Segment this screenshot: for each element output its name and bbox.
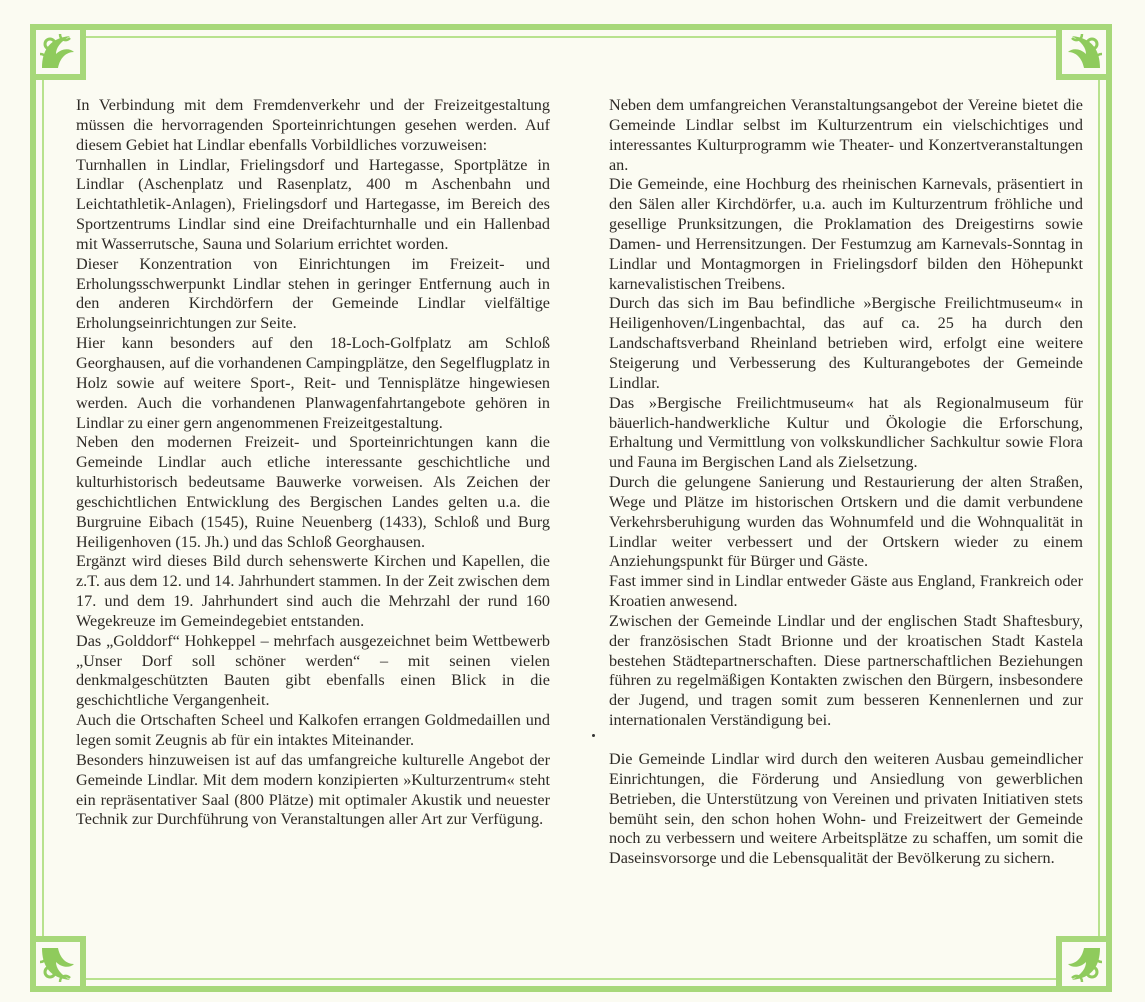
closing-paragraph: Die Gemeinde Lindlar wird durch den weiteren Ausbau gemeindlicher Einrichtungen, die Förderung und Ansiedlung von gewerblichen Betrieben, die Unterstützung von Vereinen und privaten Initiativen stets bemüht sein, den schon hohen Wohn- und Freizeitwert der Gemeinde noch zu verbessern und weitere Arbeitsplätze zu schaffen, um somit die Daseinsvorsorge und die Lebensqualität der Bevölkerung zu sichern. <box>609 750 1083 868</box>
paragraph: Turnhallen in Lindlar, Frielingsdorf und Hartegasse, Sportplätze in Lindlar (Aschenplatz und Rasenplatz, 400 m Aschenbahn und Leichtathletik-Anlagen), Frielingsdorf und Hartegasse, im Bereich des Sportzentrums Lindlar sind eine Dreifachturnhalle und ein Hallenbad mit Wasserrutsche, Sauna und Solarium errichtet worden. <box>76 155 550 253</box>
paragraph: Hier kann besonders auf den 18-Loch-Golfplatz am Schloß Georghausen, auf die vorhandenen Campingplätze, den Segelflugplatz in Holz sowie auf weitere Sport-, Reit- und Tennisplätze hingewiesen werden. Auch die vorhandenen Planwagenfahrtangebote gehören in Lindlar zu einer gern angenommenen Freizeitgestaltung. <box>76 334 550 432</box>
paragraph: In Verbindung mit dem Fremdenverkehr und der Freizeitgestaltung müssen die hervorragenden Sporteinrichtungen gesehen werden. Auf diesem Gebiet hat Lindlar ebenfalls Vorbildliches vorzuweisen: <box>76 96 550 154</box>
paragraph: Fast immer sind in Lindlar entweder Gäste aus England, Frankreich oder Kroatien anwesend. <box>609 572 1083 611</box>
paragraph: Zwischen der Gemeinde Lindlar und der englischen Stadt Shaftesbury, der französischen Stadt Brionne und der kroatischen Stadt Kastela bestehen Städtepartnerschaften. Diese partnerschaftlichen Beziehungen führen zu regelmäßigen Kontakten zwischen den Bürgern, insbesondere der Jugend, und tragen somit zum besseren Kennenlernen und zur internationalen Verständigung bei. <box>609 611 1083 730</box>
paragraph: Das „Golddorf“ Hohkeppel – mehrfach ausgezeichnet beim Wettbewerb „Unser Dorf soll schöner werden“ – mit seinen vielen denkmalgeschützten Bauten gibt ebenfalls einen Blick in die geschichtliche Vergangenheit. <box>76 631 550 710</box>
paragraph: Das »Bergische Freilichtmuseum« hat als Regionalmuseum für bäuerlich-handwerkliche Kultur und Ökologie die Erforschung, Erhaltung und Vermittlung von volkskundlicher Sachkultur sowie Flora und Fauna im Bergischen Land als Zielsetzung. <box>609 393 1083 472</box>
paragraph: Auch die Ortschaften Scheel und Kalkofen errangen Goldmedaillen und legen somit Zeugnis ab für ein intaktes Miteinander. <box>76 711 550 749</box>
paragraph: Die Gemeinde, eine Hochburg des rheinischen Karnevals, präsentiert in den Sälen aller Kirchdörfer, u.a. auch im Kulturzentrum fröhliche und gesellige Prunksitzungen, die Proklamation des Dreigestirns sowie Damen- und Herrensitzungen. Der Festumzug am Karnevals-Sonntag in Lindlar und Montagmorgen in Frielingsdorf bilden den Höhepunkt karnevalistischen Treibens. <box>609 175 1083 293</box>
left-text-column <box>76 96 550 830</box>
corner-ornament-bottom-left <box>30 936 86 992</box>
paragraph: Dieser Konzentration von Einrichtungen im Freizeit- und Erholungsschwerpunkt Lindlar stehen in geringer Entfernung auch in den anderen Kirchdörfern der Gemeinde Lindlar vielfältige Erholungseinrichtungen zur Seite. <box>76 254 550 333</box>
paragraph: Durch das sich im Bau befindliche »Bergische Freilichtmuseum« in Heiligenhoven/Lingenbachtal, das auf ca. 25 ha durch den Landschaftsverband Rheinland betrieben wird, erfolgt eine weitere Steigerung und Verbesserung des Kulturangebotes der Gemeinde Lindlar. <box>609 294 1083 392</box>
paragraph: Besonders hinzuweisen ist auf das umfangreiche kulturelle Angebot der Gemeinde Lindlar. Mit dem modern konzipierten »Kulturzentrum« steht ein repräsentativer Saal (800 Plätze) mit optimaler Akustik und neuester Technik zur Durchführung von Veranstaltungen aller Art zur Verfügung. <box>76 750 550 829</box>
paragraph: Neben den modernen Freizeit- und Sporteinrichtungen kann die Gemeinde Lindlar auch etliche interessante geschichtliche und kulturhistorisch bedeutsame Bauwerke vorweisen. Als Zeichen der geschichtlichen Entwicklung des Bergischen Landes gelten u.a. die Burgruine Eibach (1545), Ruine Neuenberg (1433), Schloß und Burg Heiligenhoven (15. Jh.) und das Schloß Georghausen. <box>76 433 550 551</box>
paragraph: Ergänzt wird dieses Bild durch sehenswerte Kirchen und Kapellen, die z.T. aus dem 12. und 14. Jahrhundert stammen. In der Zeit zwischen dem 17. und dem 19. Jahrhundert sind auch die Mehrzahl der rund 160 Wegekreuze im Gemeindegebiet entstanden. <box>76 552 550 630</box>
corner-ornament-top-left <box>30 24 86 80</box>
corner-ornament-bottom-right <box>1056 936 1112 992</box>
paragraph: Neben dem umfangreichen Veranstaltungsangebot der Vereine bietet die Gemeinde Lindlar selbst im Kulturzentrum ein vielschichtiges und interessantes Kulturprogramm wie Theater- und Konzertveranstaltungen an. <box>609 96 1083 174</box>
print-speck <box>592 734 595 737</box>
paragraph: Durch die gelungene Sanierung und Restaurierung der alten Straßen, Wege und Plätze im historischen Ortskern und die damit verbundene Verkehrsberuhigung wurden das Wohnumfeld und die Wohnqualität in Lindlar weiter verbessert und der Ortskern wieder zu einem Anziehungspunkt für Bürger und Gäste. <box>609 473 1083 571</box>
right-text-column <box>609 96 1083 869</box>
corner-ornament-top-right <box>1056 24 1112 80</box>
